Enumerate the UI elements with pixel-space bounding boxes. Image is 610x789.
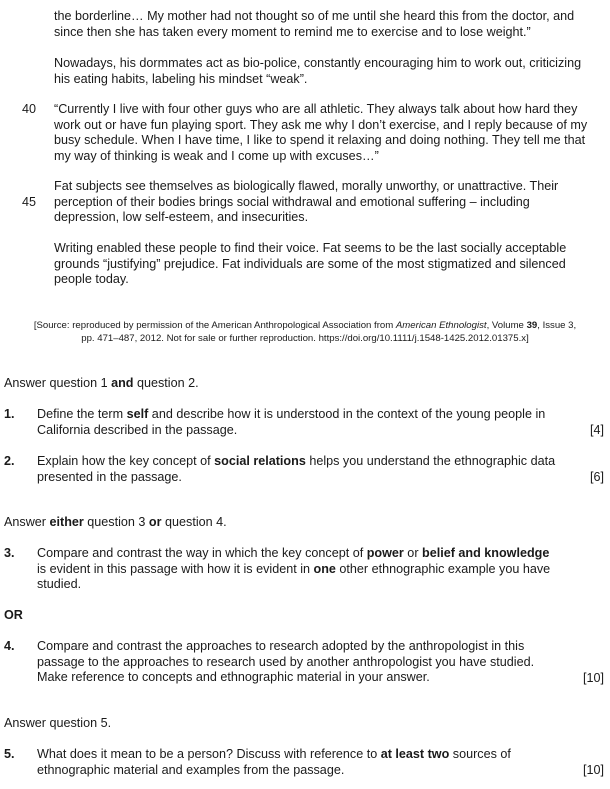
passage-line: the borderline… My mother had not thought so of me until she heard this from the doctor, and [54, 9, 575, 23]
q-bold: one [313, 561, 336, 576]
passage-line: “Currently I live with four other guys who are all athletic. They always talk about how hard they [54, 102, 578, 116]
q-text: passage to the approaches to research used by another anthropologist you have studied. [37, 654, 535, 669]
passage-line: Writing enabled these people to find their voice. Fat seems to be the last socially acceptable [54, 241, 567, 255]
q-bold: at least two [380, 747, 450, 761]
q-text: ethnographic material and examples from the passage. [37, 762, 345, 777]
passage-line: Nowadays, his dormmates act as bio-police, constantly encouraging him to work out, criticizing [54, 56, 582, 70]
question-5-text [37, 747, 567, 778]
q-text: or [403, 546, 423, 560]
passage-line: people today. [54, 272, 129, 287]
instruction-text: Answer [4, 515, 50, 529]
instruction-q5: Answer question 5. [4, 716, 112, 730]
q-bold: social relations [214, 454, 306, 468]
q-text: studied. [37, 577, 82, 592]
question-2-marks: [6] [589, 470, 604, 484]
passage-line: my way of thinking is weak and I come up with excuses…” [54, 148, 379, 163]
q-text: helps you understand the ethnographic data [305, 454, 556, 468]
source-volume: 39 [526, 320, 538, 331]
instruction-text: question 2. [133, 376, 199, 390]
source-prefix: [Source: reproduced by permission of the American Anthropological Association from [33, 320, 396, 331]
passage-paragraph-3 [54, 102, 606, 164]
line-number-40: 40 [22, 102, 37, 116]
question-3-number: 3. [4, 546, 15, 560]
q-text: is evident in this passage with how it is evident in [37, 561, 314, 576]
q-bold: belief and knowledge [422, 546, 550, 560]
question-1-number: 1. [4, 407, 15, 421]
passage-paragraph-4 [54, 179, 606, 226]
question-1-marks: [4] [589, 423, 604, 437]
instruction-bold: either [49, 515, 84, 529]
or-label: OR [4, 608, 23, 622]
instruction-text: question 4. [161, 515, 227, 529]
instruction-q1-q2 [4, 376, 199, 392]
passage-paragraph-1 [54, 9, 606, 40]
q-text: Compare and contrast the way in which the key concept of [37, 546, 367, 560]
q-text: Define the term [37, 407, 127, 421]
source-citation [4, 319, 606, 345]
q-text: Explain how the key concept of [37, 454, 215, 468]
question-3-text [37, 546, 567, 593]
instruction-bold: or [148, 515, 162, 529]
q-text: other ethnographic example you have [335, 561, 551, 576]
question-2-text [37, 454, 567, 485]
passage-line: grounds “justifying” prejudice. Fat individuals are some of the most stigmatized and silenced [54, 256, 566, 271]
passage-line: busy schedule. When I have time, I like to spend it relaxing and doing nothing. They tell me that [54, 133, 586, 148]
question-1-text [37, 407, 567, 438]
instruction-bold: and [111, 376, 134, 390]
source-line-2: pp. 471–487, 2012. Not for sale or further reproduction. https://doi.org/10.1111/j.1548-1425.2012.01375.x] [81, 333, 529, 344]
question-4-text [37, 639, 567, 686]
question-5-marks: [10] [582, 763, 604, 777]
passage-line: since then she has taken every moment to remind me to exercise and to lose weight.” [54, 24, 531, 39]
source-volume-label: , Volume [486, 320, 527, 331]
instruction-text: Answer question 1 [4, 376, 112, 390]
q-text: and describe how it is understood in the context of the young people in [148, 407, 546, 421]
q-text: What does it mean to be a person? Discuss with reference to [37, 747, 381, 761]
line-number-45: 45 [22, 195, 37, 209]
q-text: sources of [449, 747, 511, 761]
question-4-marks: [10] [582, 671, 604, 685]
question-5-number: 5. [4, 747, 15, 761]
passage-paragraph-2 [54, 56, 606, 87]
instruction-q3-q4 [4, 515, 227, 531]
passage-paragraph-5 [54, 241, 606, 288]
passage-line: depression, low self-esteem, and insecurities. [54, 210, 309, 225]
q-text: California described in the passage. [37, 422, 238, 437]
q-text: Compare and contrast the approaches to research adopted by the anthropologist in this [37, 639, 525, 653]
q-text: Make reference to concepts and ethnographic material in your answer. [37, 670, 430, 685]
source-issue: , Issue 3, [537, 320, 577, 331]
instruction-text: question 3 [83, 515, 149, 529]
q-bold: self [126, 407, 149, 421]
passage-line: his eating habits, labeling his mindset “weak”. [54, 71, 308, 86]
source-journal: American Ethnologist [395, 320, 487, 331]
q-text: presented in the passage. [37, 469, 182, 484]
passage-line: work out or have fun playing sport. They ask me why I don’t exercise, and I reply because of my [54, 117, 588, 132]
passage-line: perception of their bodies brings social withdrawal and emotional suffering – including [54, 194, 530, 209]
question-4-number: 4. [4, 639, 15, 653]
passage-line: Fat subjects see themselves as biologically flawed, morally unworthy, or unattractive. Their [54, 179, 559, 193]
q-bold: power [366, 546, 404, 560]
question-2-number: 2. [4, 454, 15, 468]
